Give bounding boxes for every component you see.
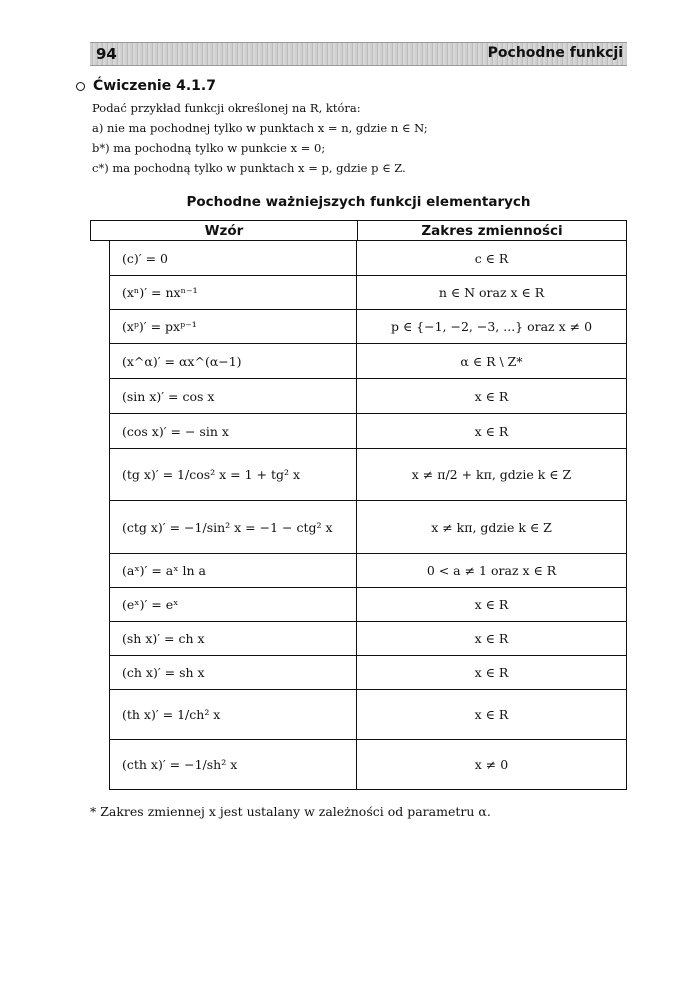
exercise-text: [92, 98, 636, 178]
range-cell: x ∈ R: [474, 707, 509, 722]
range-cell: x ∈ R: [474, 597, 509, 612]
exercise-title: Ćwiczenie 4.1.7: [93, 78, 216, 94]
formula-cell: (tg x)′ = 1/cos² x = 1 + tg² x: [110, 449, 357, 500]
page-header: [90, 42, 627, 66]
table-row: [110, 587, 626, 621]
table-row: [110, 343, 626, 378]
table-row: [110, 621, 626, 655]
table-row: [110, 448, 626, 500]
table-row: [110, 689, 626, 739]
exercise-line: a) nie ma pochodnej tylko w punktach x = n, gdzie n ∈ N;: [92, 121, 428, 135]
formula-cell: (sin x)′ = cos x: [110, 379, 357, 413]
table-row: [110, 413, 626, 448]
formula-cell: (th x)′ = 1/ch² x: [110, 690, 357, 739]
column-header-range: Zakres zmienności: [421, 222, 563, 239]
table-row: [110, 739, 626, 789]
table-row: [110, 378, 626, 413]
circle-bullet-icon: [76, 82, 85, 91]
formula-cell: (cth x)′ = −1/sh² x: [110, 740, 357, 789]
table-title: Pochodne ważniejszych funkcji elementarych: [186, 194, 531, 210]
exercise-block: [76, 78, 636, 178]
formula-cell: (xᵖ)′ = pxᵖ⁻¹: [110, 310, 357, 343]
range-cell: x ∈ R: [474, 665, 509, 680]
table-row: [110, 655, 626, 689]
table-row: [110, 309, 626, 343]
range-cell: x ≠ 0: [474, 757, 509, 772]
range-cell: x ∈ R: [474, 388, 509, 404]
table-row: [110, 553, 626, 587]
formula-cell: (eˣ)′ = eˣ: [110, 588, 357, 621]
range-cell: α ∈ R \ Z*: [460, 353, 523, 369]
table-header-row: [90, 220, 627, 241]
range-cell: c ∈ R: [474, 250, 509, 266]
exercise-heading: [76, 78, 636, 94]
table-row: [110, 275, 626, 309]
formula-cell: (ctg x)′ = −1/sin² x = −1 − ctg² x: [110, 501, 357, 553]
range-cell: x ≠ kπ, gdzie k ∈ Z: [431, 519, 552, 535]
page-number: 94: [96, 45, 117, 63]
table-row: [110, 500, 626, 553]
range-cell: x ≠ π/2 + kπ, gdzie k ∈ Z: [411, 467, 572, 482]
derivatives-table: [90, 220, 627, 794]
exercise-line: Podać przykład funkcji określonej na R, która:: [92, 101, 361, 115]
exercise-line: c*) ma pochodną tylko w punktach x = p, gdzie p ∈ Z.: [92, 161, 406, 175]
formula-cell: (ch x)′ = sh x: [110, 656, 357, 689]
column-header-formula: Wzór: [91, 221, 358, 240]
formula-cell: (x^α)′ = αx^(α−1): [110, 344, 357, 378]
formula-cell: (c)′ = 0: [110, 241, 357, 275]
range-cell: p ∈ {−1, −2, −3, ...} oraz x ≠ 0: [390, 319, 593, 334]
range-cell: x ∈ R: [474, 631, 509, 646]
exercise-line: b*) ma pochodną tylko w punkcie x = 0;: [92, 141, 326, 155]
running-head: Pochodne funkcji: [487, 45, 623, 61]
range-cell: 0 < a ≠ 1 oraz x ∈ R: [426, 563, 557, 578]
range-cell: n ∈ N oraz x ∈ R: [438, 285, 545, 300]
footnote: * Zakres zmiennej x jest ustalany w zależności od parametru α.: [90, 804, 491, 819]
table-body: [109, 241, 627, 790]
range-cell: x ∈ R: [474, 423, 509, 439]
formula-cell: (sh x)′ = ch x: [110, 622, 357, 655]
formula-cell: (cos x)′ = − sin x: [110, 414, 357, 448]
formula-cell: (xⁿ)′ = nxⁿ⁻¹: [110, 276, 357, 309]
formula-cell: (aˣ)′ = aˣ ln a: [110, 554, 357, 587]
table-row: [110, 241, 626, 275]
